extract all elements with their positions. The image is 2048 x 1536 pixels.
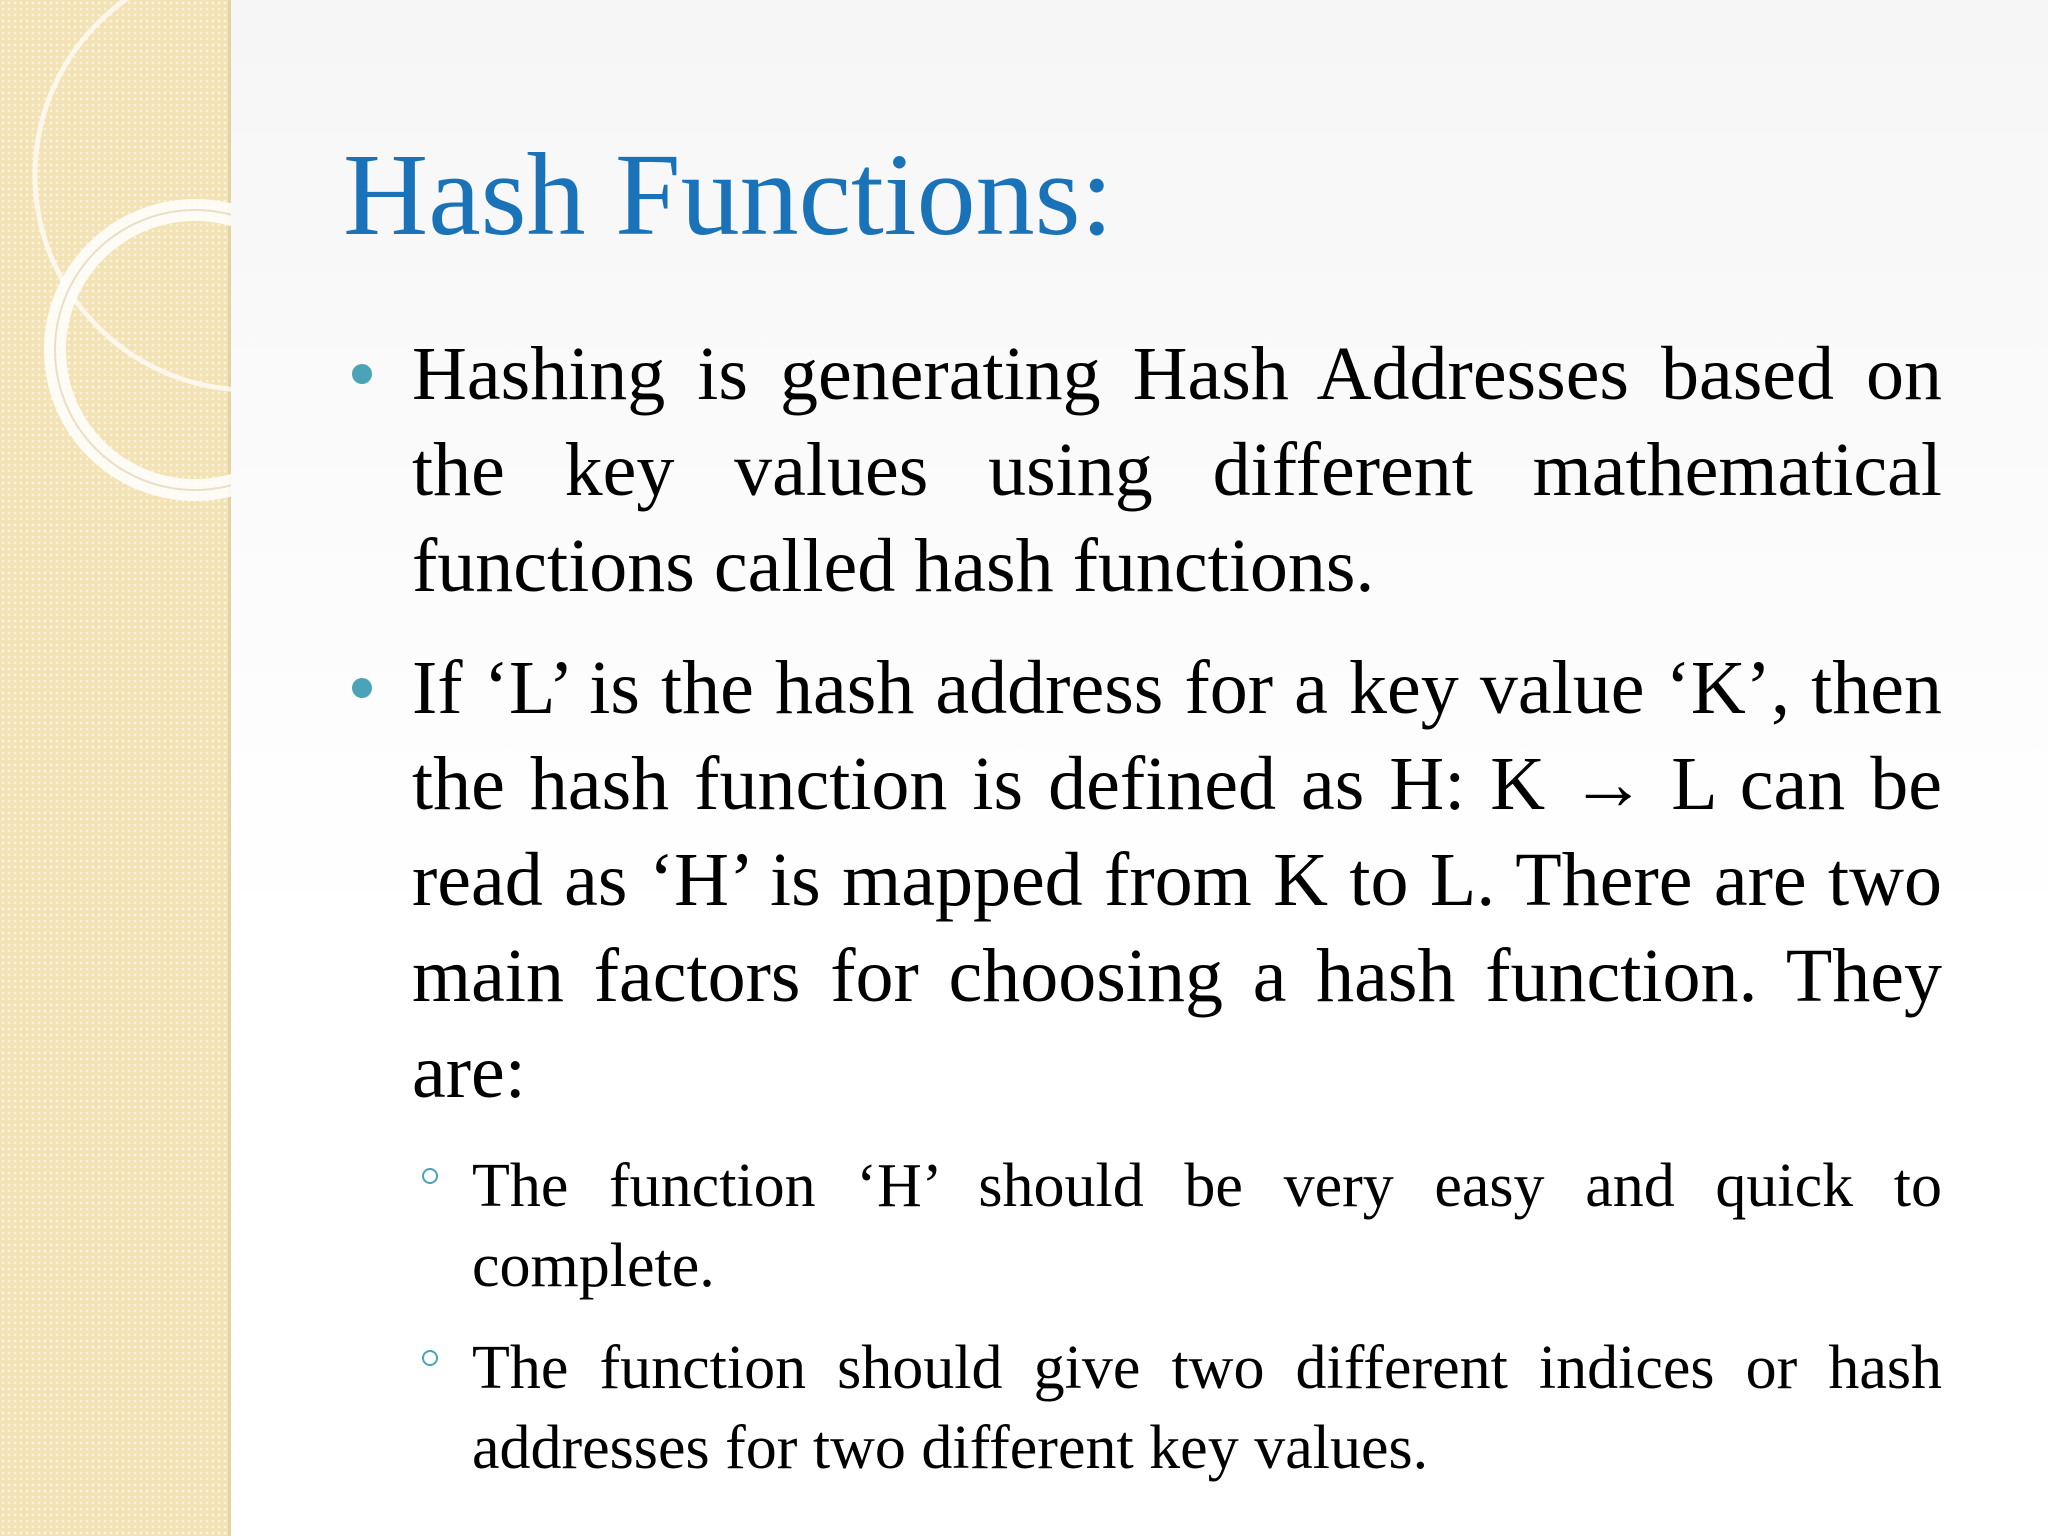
sub-bullet-item [342,1328,1942,1488]
bullet-item [342,640,1942,1120]
sub-bullet-item [342,1146,1942,1306]
decorative-rings [0,0,260,520]
bullet-text: If ‘L’ is the hash address for a key value ‘K’, then the hash function is defined as H: K → L can be read as ‘H’ is mapped from K to L. There are two main factors for choosing a hash function. They are: [412,646,1942,1114]
sub-bullet-text: The function should give two different indices or hash addresses for two different key values. [472,1334,1942,1482]
sub-bullet-list [342,1146,1942,1488]
filled-circle-bullet-icon [352,678,372,698]
bullet-text: Hashing is generating Hash Addresses based on the key values using different mathematical functions called hash functions. [412,332,1942,608]
bullet-item [342,326,1942,614]
bullet-list [342,326,1942,1510]
hollow-circle-bullet-icon [422,1168,438,1184]
filled-circle-bullet-icon [352,364,372,384]
slide-title: Hash Functions: [343,129,1114,260]
sub-bullet-text: The function ‘H’ should be very easy and quick to complete. [472,1152,1942,1300]
hollow-circle-bullet-icon [422,1350,438,1366]
